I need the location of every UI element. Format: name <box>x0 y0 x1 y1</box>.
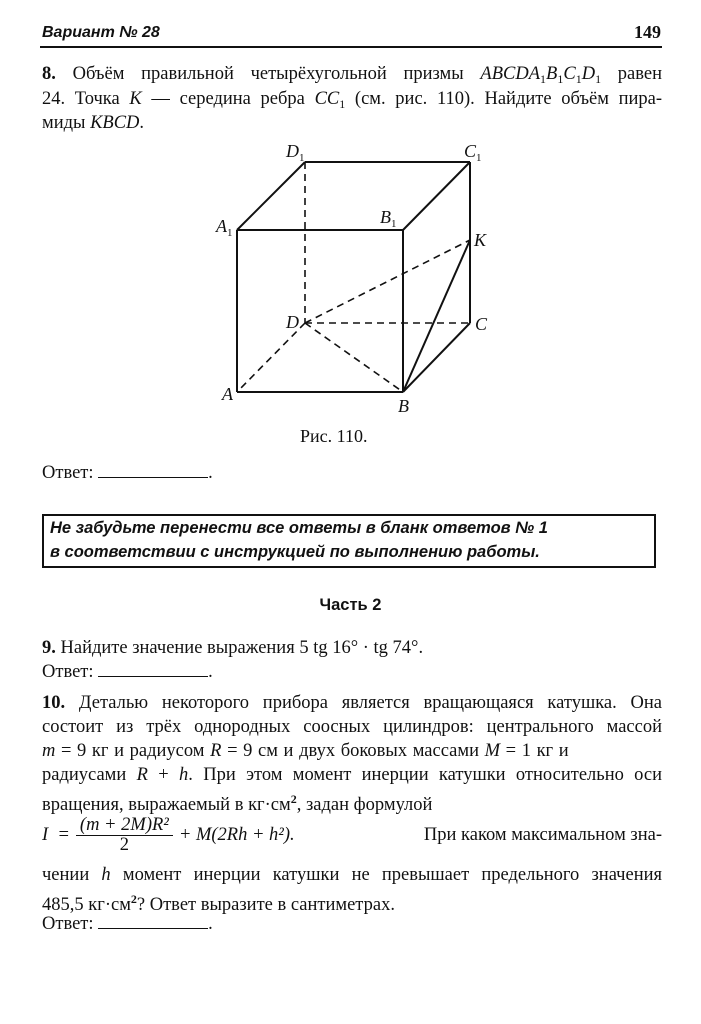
text-segment: Деталью некоторого прибора является вращающаяся катушка. Она <box>65 693 662 713</box>
superscript: 2 <box>130 892 137 906</box>
math-variable: h <box>101 865 111 885</box>
subscript: 1 <box>557 72 564 86</box>
answer-period: . <box>208 463 213 483</box>
problem10-line <box>42 864 662 886</box>
figure-caption: Рис. 110. <box>300 426 368 446</box>
problem10-line <box>42 740 662 762</box>
text-segment: равен <box>601 64 662 84</box>
hidden-edge-dk <box>305 240 470 323</box>
label-b: B <box>398 396 409 416</box>
math-variable: h <box>179 765 189 785</box>
math-variable: ABCDA <box>480 64 541 84</box>
superscript: 2 <box>290 792 297 806</box>
math-variable: R <box>136 765 148 785</box>
text-segment: миды <box>42 113 91 133</box>
math-variable: KBCD <box>90 113 140 133</box>
hidden-edge-db <box>305 323 403 392</box>
text-segment: 8. <box>42 64 56 84</box>
subscript: 1 <box>339 97 346 111</box>
text-segment: = 1 кг и <box>500 741 569 761</box>
problem10-line <box>42 716 662 738</box>
subscript: 1 <box>575 72 582 86</box>
text-segment: = 9 кг и радиусом <box>55 741 211 761</box>
edge-b1c1 <box>403 162 470 230</box>
subscript: 1 <box>540 72 547 86</box>
answer-period: . <box>208 662 213 682</box>
formula-tail: При каком максимальном зна- <box>423 825 662 845</box>
edge-bc <box>403 323 470 392</box>
text-segment: . При этом момент инерции катушки относительно оси <box>188 765 662 785</box>
formula-lhs: I = <box>42 825 70 845</box>
label-c: C <box>475 314 488 334</box>
answer-label: Ответ: <box>42 463 94 483</box>
text-segment: радиусами <box>42 765 137 785</box>
edge-a1d1 <box>237 162 305 230</box>
text-segment: чении <box>42 865 102 885</box>
answer-blank[interactable] <box>98 463 208 478</box>
text-segment: 9. <box>42 638 56 658</box>
answer-period: . <box>208 914 213 934</box>
label-b1: $B_1$ <box>380 207 397 230</box>
text-segment: = 9 см и двух боковых массами <box>221 741 485 761</box>
text-segment: . <box>139 113 145 133</box>
prism-figure <box>0 0 701 420</box>
answer-blank[interactable] <box>98 914 208 929</box>
math-variable: B <box>546 64 558 84</box>
problem8-answer <box>42 462 662 484</box>
text-segment: , задан формулой <box>296 795 433 815</box>
text-segment: 485,5 кг·см <box>42 895 131 915</box>
text-segment: состоит из трёх однородных соосных цилиндров: центрального массой <box>42 717 662 737</box>
part2-heading: Часть 2 <box>319 596 382 614</box>
reminder-line: Не забудьте перенести все ответы в бланк ответов № 1 <box>50 519 548 537</box>
problem10-answer <box>42 913 662 935</box>
problem10-line <box>42 788 662 816</box>
text-segment: ? Ответ выразите в сантиметрах. <box>136 895 395 915</box>
hidden-edge-da <box>237 323 305 392</box>
text-segment: вращения, выражаемый в кг·см <box>42 795 291 815</box>
text-segment: 10. <box>42 693 66 713</box>
variant-header: Вариант № 28 <box>42 24 160 41</box>
math-variable: C <box>563 64 576 84</box>
formula-line <box>42 815 662 855</box>
reminder-box <box>42 514 656 568</box>
answer-label: Ответ: <box>42 662 94 682</box>
label-k: K <box>474 230 487 250</box>
text-segment: момент инерции катушки не превышает предельного значения <box>110 865 663 885</box>
text-segment: (см. рис. 110). Найдите объём пира- <box>345 89 663 109</box>
label-a1: $A_1$ <box>216 216 233 239</box>
label-d: D <box>286 312 299 332</box>
answer-label: Ответ: <box>42 914 94 934</box>
math-variable: K <box>129 89 142 109</box>
label-a: A <box>222 384 233 404</box>
problem9-line <box>42 637 662 659</box>
label-c1: $C_1$ <box>464 141 482 164</box>
math-variable: m <box>42 741 56 761</box>
formula-rhs: + M(2Rh + h²). <box>178 825 295 845</box>
text-segment: Найдите значение выражения 5 tg 16° · tg 74°. <box>55 638 424 658</box>
text-segment: Объём правильной четырёхугольной призмы <box>55 64 481 84</box>
problem9-answer <box>42 661 662 683</box>
math-variable: D <box>581 64 596 84</box>
text-segment: + <box>147 765 180 785</box>
text-segment: 24. Точка <box>42 89 130 109</box>
formula-fraction <box>76 816 173 855</box>
reminder-line: в соответствии с инструкцией по выполнению работы. <box>50 543 540 561</box>
formula-denominator: 2 <box>119 834 129 855</box>
text-segment: — середина ребра <box>141 89 315 109</box>
math-variable: CC <box>314 89 340 109</box>
formula-numerator: (m + 2M)R² <box>76 816 173 836</box>
math-variable: M <box>484 741 501 761</box>
edge-bk <box>403 240 470 392</box>
problem10-line <box>42 764 662 786</box>
page-number: 149 <box>634 22 661 42</box>
math-variable: R <box>210 741 222 761</box>
answer-blank[interactable] <box>98 662 208 677</box>
subscript: 1 <box>595 72 602 86</box>
problem10-line <box>42 692 662 714</box>
problem10-line <box>42 888 662 916</box>
label-d1: $D_1$ <box>286 141 305 164</box>
